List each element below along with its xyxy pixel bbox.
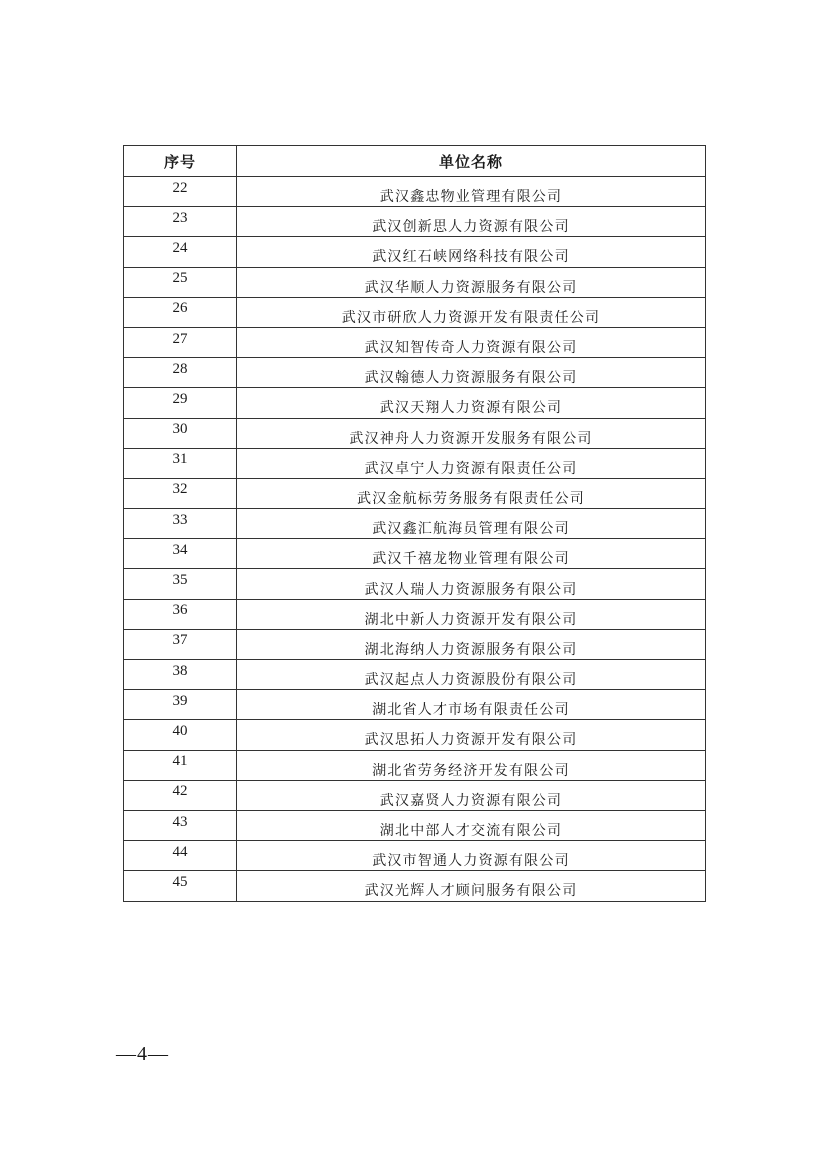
table-row [124, 690, 706, 720]
company-name: 武汉神舟人力资源开发服务有限公司 [237, 418, 706, 448]
row-number: 44 [124, 841, 237, 871]
company-name: 湖北中新人力资源开发有限公司 [237, 599, 706, 629]
company-name: 武汉千禧龙物业管理有限公司 [237, 539, 706, 569]
row-number: 24 [124, 237, 237, 267]
row-number: 41 [124, 750, 237, 780]
row-number: 37 [124, 629, 237, 659]
company-name: 武汉嘉贤人力资源有限公司 [237, 780, 706, 810]
table-row [124, 841, 706, 871]
company-name: 武汉市研欣人力资源开发有限责任公司 [237, 297, 706, 327]
table-row [124, 388, 706, 418]
table-row [124, 267, 706, 297]
company-name: 武汉翰德人力资源服务有限公司 [237, 358, 706, 388]
table-row [124, 478, 706, 508]
table-row [124, 750, 706, 780]
company-name: 武汉思拓人力资源开发有限公司 [237, 720, 706, 750]
company-name: 武汉鑫汇航海员管理有限公司 [237, 509, 706, 539]
table-row [124, 297, 706, 327]
table-row [124, 569, 706, 599]
row-number: 22 [124, 177, 237, 207]
company-name: 武汉华顺人力资源服务有限公司 [237, 267, 706, 297]
row-number: 25 [124, 267, 237, 297]
company-name: 武汉光辉人才顾问服务有限公司 [237, 871, 706, 901]
table-row [124, 871, 706, 901]
row-number: 43 [124, 810, 237, 840]
table-row [124, 539, 706, 569]
table-row [124, 177, 706, 207]
company-list-table [123, 145, 706, 902]
table-row [124, 810, 706, 840]
company-name: 武汉红石峡网络科技有限公司 [237, 237, 706, 267]
row-number: 34 [124, 539, 237, 569]
company-name: 湖北省劳务经济开发有限公司 [237, 750, 706, 780]
table-row [124, 207, 706, 237]
row-number: 23 [124, 207, 237, 237]
row-number: 30 [124, 418, 237, 448]
table-header-row [124, 146, 706, 177]
row-number: 33 [124, 509, 237, 539]
table-row [124, 660, 706, 690]
column-header-company-name: 单位名称 [237, 146, 706, 177]
table-row [124, 629, 706, 659]
table-row [124, 780, 706, 810]
column-header-number: 序号 [124, 146, 237, 177]
row-number: 35 [124, 569, 237, 599]
table-row [124, 599, 706, 629]
company-name: 湖北海纳人力资源服务有限公司 [237, 629, 706, 659]
table-row [124, 327, 706, 357]
company-name: 武汉人瑞人力资源服务有限公司 [237, 569, 706, 599]
table-row [124, 418, 706, 448]
row-number: 38 [124, 660, 237, 690]
row-number: 27 [124, 327, 237, 357]
table-row [124, 448, 706, 478]
company-name: 武汉市智通人力资源有限公司 [237, 841, 706, 871]
table-row [124, 720, 706, 750]
company-name: 武汉天翔人力资源有限公司 [237, 388, 706, 418]
row-number: 32 [124, 478, 237, 508]
row-number: 42 [124, 780, 237, 810]
company-name: 武汉金航标劳务服务有限责任公司 [237, 478, 706, 508]
company-name: 武汉知智传奇人力资源有限公司 [237, 327, 706, 357]
table-row [124, 509, 706, 539]
row-number: 36 [124, 599, 237, 629]
row-number: 28 [124, 358, 237, 388]
table-row [124, 237, 706, 267]
table-body [124, 177, 706, 902]
company-name: 武汉卓宁人力资源有限责任公司 [237, 448, 706, 478]
page-number: —4— [116, 1043, 169, 1065]
company-name: 湖北省人才市场有限责任公司 [237, 690, 706, 720]
company-name: 湖北中部人才交流有限公司 [237, 810, 706, 840]
table-row [124, 358, 706, 388]
row-number: 45 [124, 871, 237, 901]
row-number: 40 [124, 720, 237, 750]
row-number: 39 [124, 690, 237, 720]
company-name: 武汉鑫忠物业管理有限公司 [237, 177, 706, 207]
row-number: 31 [124, 448, 237, 478]
row-number: 26 [124, 297, 237, 327]
company-name: 武汉起点人力资源股份有限公司 [237, 660, 706, 690]
company-name: 武汉创新思人力资源有限公司 [237, 207, 706, 237]
row-number: 29 [124, 388, 237, 418]
